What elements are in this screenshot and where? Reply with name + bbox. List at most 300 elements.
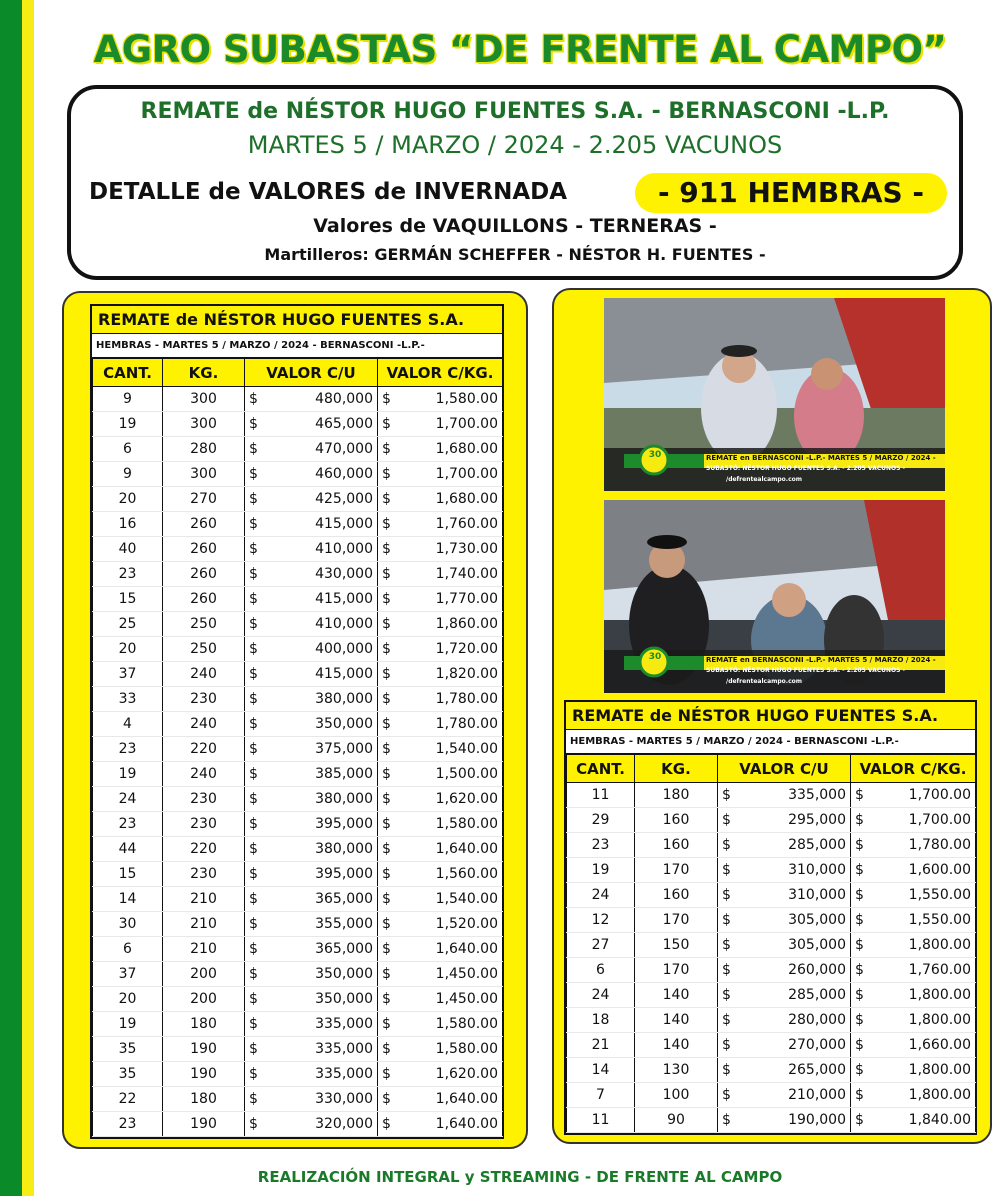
right-price-sheet	[564, 700, 977, 1135]
cell-valor-cu	[718, 808, 851, 833]
cell-valor-cu	[245, 987, 378, 1012]
cell-kg: 280	[163, 437, 245, 462]
cell-kg: 150	[635, 933, 718, 958]
currency-symbol: $	[249, 416, 258, 432]
amount: 460,000	[315, 466, 373, 482]
currency-symbol: $	[382, 716, 391, 732]
cell-cant: 20	[93, 637, 163, 662]
header-box	[67, 85, 963, 280]
amount: 1,540.00	[435, 741, 498, 757]
cell-valor-cu	[245, 737, 378, 762]
currency-symbol: $	[382, 1041, 391, 1057]
table-row	[567, 1008, 976, 1033]
photo-caption-1: REMATE en BERNASCONI -L.P.- MARTES 5 / MARZO / 2024 -	[706, 454, 936, 462]
currency-symbol: $	[249, 616, 258, 632]
currency-symbol: $	[249, 816, 258, 832]
cell-valor-ckg	[378, 562, 503, 587]
cell-kg: 180	[163, 1012, 245, 1037]
currency-symbol: $	[855, 837, 864, 853]
amount: 1,540.00	[435, 891, 498, 907]
cell-cant: 29	[567, 808, 635, 833]
cell-valor-ckg	[378, 1037, 503, 1062]
amount: 380,000	[315, 791, 373, 807]
cell-kg: 190	[163, 1062, 245, 1087]
cell-cant: 14	[93, 887, 163, 912]
amount: 350,000	[315, 991, 373, 1007]
currency-symbol: $	[722, 937, 731, 953]
col-header-valor-ckg: VALOR C/KG.	[851, 755, 976, 783]
cell-valor-ckg	[378, 637, 503, 662]
amount: 400,000	[315, 641, 373, 657]
currency-symbol: $	[249, 441, 258, 457]
cell-cant: 23	[93, 1112, 163, 1137]
cell-cant: 15	[93, 862, 163, 887]
cell-valor-cu	[245, 712, 378, 737]
left-yellow-stripe	[22, 0, 34, 1196]
detail-line-text: DETALLE de VALORES de INVERNADA	[89, 179, 568, 205]
amount: 430,000	[315, 566, 373, 582]
currency-symbol: $	[249, 466, 258, 482]
cell-cant: 23	[93, 562, 163, 587]
table-row	[93, 712, 503, 737]
table-row	[93, 1012, 503, 1037]
table-row	[93, 987, 503, 1012]
amount: 1,770.00	[435, 591, 498, 607]
cell-kg: 210	[163, 887, 245, 912]
currency-symbol: $	[382, 916, 391, 932]
currency-symbol: $	[249, 791, 258, 807]
cell-valor-cu	[245, 687, 378, 712]
currency-symbol: $	[722, 1062, 731, 1078]
amount: 465,000	[315, 416, 373, 432]
cell-cant: 19	[93, 1012, 163, 1037]
col-header-cant: CANT.	[93, 359, 163, 387]
photo-caption-2: SUBASTÓ: NÉSTOR HUGO FUENTES S.A. - 2.205 VACUNOS -	[706, 667, 906, 674]
amount: 415,000	[315, 516, 373, 532]
col-header-valor-cu: VALOR C/U	[718, 755, 851, 783]
cell-valor-cu	[245, 462, 378, 487]
table-row	[93, 687, 503, 712]
cell-valor-ckg	[378, 787, 503, 812]
currency-symbol: $	[382, 1016, 391, 1032]
currency-symbol: $	[249, 1091, 258, 1107]
cell-kg: 140	[635, 1033, 718, 1058]
currency-symbol: $	[382, 616, 391, 632]
currency-symbol: $	[382, 641, 391, 657]
cell-cant: 15	[93, 587, 163, 612]
photo-badge: 30	[648, 652, 662, 662]
amount: 335,000	[315, 1041, 373, 1057]
amount: 1,640.00	[435, 1116, 498, 1132]
table-row	[93, 812, 503, 837]
cell-valor-ckg	[851, 833, 976, 858]
amount: 350,000	[315, 966, 373, 982]
currency-symbol: $	[382, 1066, 391, 1082]
table-header-row	[567, 755, 976, 783]
amount: 1,800.00	[908, 987, 971, 1003]
table-row	[93, 662, 503, 687]
table-row	[567, 1083, 976, 1108]
cell-kg: 230	[163, 862, 245, 887]
cell-kg: 270	[163, 487, 245, 512]
amount: 365,000	[315, 891, 373, 907]
cell-valor-cu	[245, 1012, 378, 1037]
cell-kg: 240	[163, 662, 245, 687]
cell-valor-ckg	[378, 687, 503, 712]
table-row	[93, 462, 503, 487]
photo-site: /defrentealcampo.com	[726, 476, 802, 483]
cell-valor-ckg	[378, 462, 503, 487]
cell-valor-ckg	[851, 1058, 976, 1083]
auction-photo-1	[604, 298, 945, 491]
cell-kg: 160	[635, 883, 718, 908]
cell-cant: 27	[567, 933, 635, 958]
amount: 355,000	[315, 916, 373, 932]
currency-symbol: $	[382, 791, 391, 807]
cell-valor-cu	[245, 937, 378, 962]
amount: 1,550.00	[908, 887, 971, 903]
table-row	[567, 908, 976, 933]
cell-valor-cu	[718, 983, 851, 1008]
table-row	[93, 1037, 503, 1062]
cell-valor-ckg	[851, 858, 976, 883]
photo-illustration	[604, 298, 945, 491]
currency-symbol: $	[382, 591, 391, 607]
cell-valor-cu	[245, 562, 378, 587]
cell-valor-cu	[245, 962, 378, 987]
currency-symbol: $	[382, 891, 391, 907]
table-row	[93, 862, 503, 887]
cell-valor-ckg	[378, 762, 503, 787]
currency-symbol: $	[382, 991, 391, 1007]
cell-valor-cu	[245, 512, 378, 537]
currency-symbol: $	[382, 541, 391, 557]
cell-cant: 35	[93, 1037, 163, 1062]
table-body	[93, 387, 503, 1137]
currency-symbol: $	[855, 1112, 864, 1128]
cell-valor-cu	[245, 762, 378, 787]
cell-kg: 300	[163, 412, 245, 437]
currency-symbol: $	[249, 866, 258, 882]
currency-symbol: $	[382, 816, 391, 832]
table-row	[93, 1087, 503, 1112]
currency-symbol: $	[249, 666, 258, 682]
table-row	[93, 762, 503, 787]
table-row	[567, 783, 976, 808]
amount: 1,700.00	[435, 466, 498, 482]
currency-symbol: $	[855, 1012, 864, 1028]
amount: 1,450.00	[435, 966, 498, 982]
currency-symbol: $	[382, 516, 391, 532]
currency-symbol: $	[382, 741, 391, 757]
col-header-valor-cu: VALOR C/U	[245, 359, 378, 387]
amount: 335,000	[315, 1066, 373, 1082]
amount: 1,720.00	[435, 641, 498, 657]
currency-symbol: $	[855, 987, 864, 1003]
cell-valor-cu	[245, 387, 378, 412]
table-row	[567, 933, 976, 958]
cell-kg: 190	[163, 1112, 245, 1137]
currency-symbol: $	[249, 841, 258, 857]
auctioneers-line: Martilleros: GERMÁN SCHEFFER - NÉSTOR H. FUENTES -	[264, 245, 766, 264]
table-row	[567, 1033, 976, 1058]
currency-symbol: $	[382, 466, 391, 482]
currency-symbol: $	[249, 1116, 258, 1132]
table-row	[93, 837, 503, 862]
col-header-cant: CANT.	[567, 755, 635, 783]
cell-kg: 250	[163, 612, 245, 637]
amount: 295,000	[788, 812, 846, 828]
currency-symbol: $	[249, 1041, 258, 1057]
table-row	[93, 1062, 503, 1087]
amount: 415,000	[315, 666, 373, 682]
table-row	[567, 808, 976, 833]
amount: 425,000	[315, 491, 373, 507]
cell-kg: 260	[163, 512, 245, 537]
table-row	[93, 912, 503, 937]
currency-symbol: $	[722, 787, 731, 803]
sheet-title: REMATE de NÉSTOR HUGO FUENTES S.A.	[566, 702, 975, 730]
cell-valor-cu	[245, 537, 378, 562]
cell-valor-ckg	[851, 1083, 976, 1108]
cell-valor-ckg	[378, 912, 503, 937]
currency-symbol: $	[855, 1062, 864, 1078]
photo-caption-1: REMATE en BERNASCONI -L.P.- MARTES 5 / MARZO / 2024 -	[706, 656, 936, 664]
cell-kg: 90	[635, 1108, 718, 1133]
amount: 1,680.00	[435, 441, 498, 457]
cell-valor-cu	[245, 1062, 378, 1087]
amount: 1,780.00	[435, 691, 498, 707]
amount: 285,000	[788, 837, 846, 853]
table-row	[93, 437, 503, 462]
amount: 380,000	[315, 691, 373, 707]
cell-valor-ckg	[851, 983, 976, 1008]
table-header-row	[93, 359, 503, 387]
currency-symbol: $	[722, 812, 731, 828]
cell-valor-ckg	[851, 958, 976, 983]
photo-site: /defrentealcampo.com	[726, 678, 802, 685]
amount: 410,000	[315, 541, 373, 557]
currency-symbol: $	[249, 991, 258, 1007]
amount: 310,000	[788, 887, 846, 903]
currency-symbol: $	[382, 416, 391, 432]
table-row	[93, 587, 503, 612]
amount: 1,800.00	[908, 1012, 971, 1028]
cell-valor-cu	[245, 887, 378, 912]
cell-valor-cu	[718, 783, 851, 808]
amount: 210,000	[788, 1087, 846, 1103]
amount: 335,000	[788, 787, 846, 803]
sheet-subtitle: HEMBRAS - MARTES 5 / MARZO / 2024 - BERNASCONI -L.P.-	[92, 334, 502, 358]
amount: 395,000	[315, 816, 373, 832]
currency-symbol: $	[382, 491, 391, 507]
cell-valor-cu	[718, 1108, 851, 1133]
amount: 1,820.00	[435, 666, 498, 682]
cell-kg: 260	[163, 562, 245, 587]
amount: 1,600.00	[908, 862, 971, 878]
currency-symbol: $	[382, 666, 391, 682]
cell-cant: 37	[93, 962, 163, 987]
cell-valor-ckg	[378, 737, 503, 762]
amount: 375,000	[315, 741, 373, 757]
table-row	[93, 487, 503, 512]
table-row	[93, 512, 503, 537]
amount: 350,000	[315, 716, 373, 732]
table-row	[93, 787, 503, 812]
photo-badge: 30	[648, 450, 662, 460]
currency-symbol: $	[855, 1037, 864, 1053]
price-table	[92, 358, 503, 1137]
cell-valor-cu	[718, 883, 851, 908]
table-row	[567, 1058, 976, 1083]
amount: 335,000	[315, 1016, 373, 1032]
amount: 365,000	[315, 941, 373, 957]
cell-kg: 300	[163, 387, 245, 412]
amount: 1,560.00	[435, 866, 498, 882]
cell-valor-ckg	[851, 1033, 976, 1058]
amount: 1,450.00	[435, 991, 498, 1007]
cell-valor-ckg	[378, 1012, 503, 1037]
cell-valor-ckg	[378, 937, 503, 962]
photo-caption-2: SUBASTÓ: NÉSTOR HUGO FUENTES S.A. - 2.205 VACUNOS -	[706, 465, 906, 472]
cell-valor-cu	[245, 487, 378, 512]
currency-symbol: $	[722, 912, 731, 928]
amount: 330,000	[315, 1091, 373, 1107]
currency-symbol: $	[249, 741, 258, 757]
currency-symbol: $	[382, 691, 391, 707]
cell-cant: 18	[567, 1008, 635, 1033]
cell-valor-cu	[718, 1008, 851, 1033]
currency-symbol: $	[382, 441, 391, 457]
table-row	[93, 637, 503, 662]
currency-symbol: $	[249, 1066, 258, 1082]
cell-kg: 210	[163, 937, 245, 962]
cell-kg: 220	[163, 837, 245, 862]
amount: 1,660.00	[908, 1037, 971, 1053]
cell-kg: 200	[163, 962, 245, 987]
cell-cant: 6	[567, 958, 635, 983]
cell-kg: 250	[163, 637, 245, 662]
currency-symbol: $	[249, 641, 258, 657]
amount: 1,840.00	[908, 1112, 971, 1128]
cell-kg: 260	[163, 587, 245, 612]
currency-symbol: $	[249, 916, 258, 932]
cell-valor-ckg	[378, 812, 503, 837]
amount: 470,000	[315, 441, 373, 457]
cell-cant: 7	[567, 1083, 635, 1108]
cell-cant: 9	[93, 387, 163, 412]
cell-cant: 40	[93, 537, 163, 562]
cell-valor-cu	[245, 1112, 378, 1137]
cell-cant: 19	[93, 412, 163, 437]
cell-valor-ckg	[378, 512, 503, 537]
sheet-title: REMATE de NÉSTOR HUGO FUENTES S.A.	[92, 306, 502, 334]
table-body	[567, 783, 976, 1133]
amount: 1,760.00	[908, 962, 971, 978]
currency-symbol: $	[855, 1087, 864, 1103]
amount: 1,860.00	[435, 616, 498, 632]
amount: 1,800.00	[908, 1087, 971, 1103]
cell-cant: 24	[93, 787, 163, 812]
currency-symbol: $	[855, 812, 864, 828]
auction-photo-2	[604, 500, 945, 693]
cell-valor-ckg	[851, 1008, 976, 1033]
cell-valor-ckg	[851, 883, 976, 908]
currency-symbol: $	[722, 862, 731, 878]
photo-illustration	[604, 500, 945, 693]
cell-kg: 170	[635, 958, 718, 983]
currency-symbol: $	[855, 787, 864, 803]
sheet-subtitle: HEMBRAS - MARTES 5 / MARZO / 2024 - BERNASCONI -L.P.-	[566, 730, 975, 754]
cell-kg: 230	[163, 687, 245, 712]
cell-kg: 170	[635, 908, 718, 933]
col-header-kg: KG.	[163, 359, 245, 387]
cell-valor-ckg	[851, 1108, 976, 1133]
cell-cant: 9	[93, 462, 163, 487]
cell-kg: 190	[163, 1037, 245, 1062]
amount: 305,000	[788, 912, 846, 928]
currency-symbol: $	[249, 891, 258, 907]
table-row	[93, 412, 503, 437]
currency-symbol: $	[722, 887, 731, 903]
amount: 1,520.00	[435, 916, 498, 932]
cell-valor-cu	[718, 1083, 851, 1108]
cell-kg: 240	[163, 762, 245, 787]
cell-valor-ckg	[378, 412, 503, 437]
currency-symbol: $	[855, 862, 864, 878]
cell-cant: 21	[567, 1033, 635, 1058]
currency-symbol: $	[382, 1091, 391, 1107]
cell-valor-cu	[245, 862, 378, 887]
table-row	[567, 958, 976, 983]
amount: 1,620.00	[435, 791, 498, 807]
cell-cant: 33	[93, 687, 163, 712]
amount: 1,550.00	[908, 912, 971, 928]
amount: 410,000	[315, 616, 373, 632]
cell-kg: 100	[635, 1083, 718, 1108]
cell-kg: 240	[163, 712, 245, 737]
table-row	[93, 1112, 503, 1137]
currency-symbol: $	[722, 837, 731, 853]
cell-valor-cu	[245, 1087, 378, 1112]
cell-cant: 16	[93, 512, 163, 537]
table-row	[93, 537, 503, 562]
currency-symbol: $	[249, 541, 258, 557]
cell-kg: 230	[163, 812, 245, 837]
amount: 305,000	[788, 937, 846, 953]
auction-house-line: REMATE de NÉSTOR HUGO FUENTES S.A. - BERNASCONI -L.P.	[140, 99, 890, 124]
currency-symbol: $	[382, 766, 391, 782]
cell-cant: 11	[567, 1108, 635, 1133]
cell-cant: 30	[93, 912, 163, 937]
amount: 1,800.00	[908, 937, 971, 953]
cell-kg: 140	[635, 1008, 718, 1033]
table-row	[93, 962, 503, 987]
table-row	[567, 983, 976, 1008]
currency-symbol: $	[722, 1037, 731, 1053]
amount: 190,000	[788, 1112, 846, 1128]
amount: 1,730.00	[435, 541, 498, 557]
cell-valor-ckg	[851, 908, 976, 933]
amount: 265,000	[788, 1062, 846, 1078]
cell-kg: 140	[635, 983, 718, 1008]
table-row	[93, 387, 503, 412]
cell-kg: 180	[635, 783, 718, 808]
amount: 1,640.00	[435, 841, 498, 857]
cell-valor-cu	[245, 612, 378, 637]
currency-symbol: $	[722, 1112, 731, 1128]
cell-valor-ckg	[851, 933, 976, 958]
